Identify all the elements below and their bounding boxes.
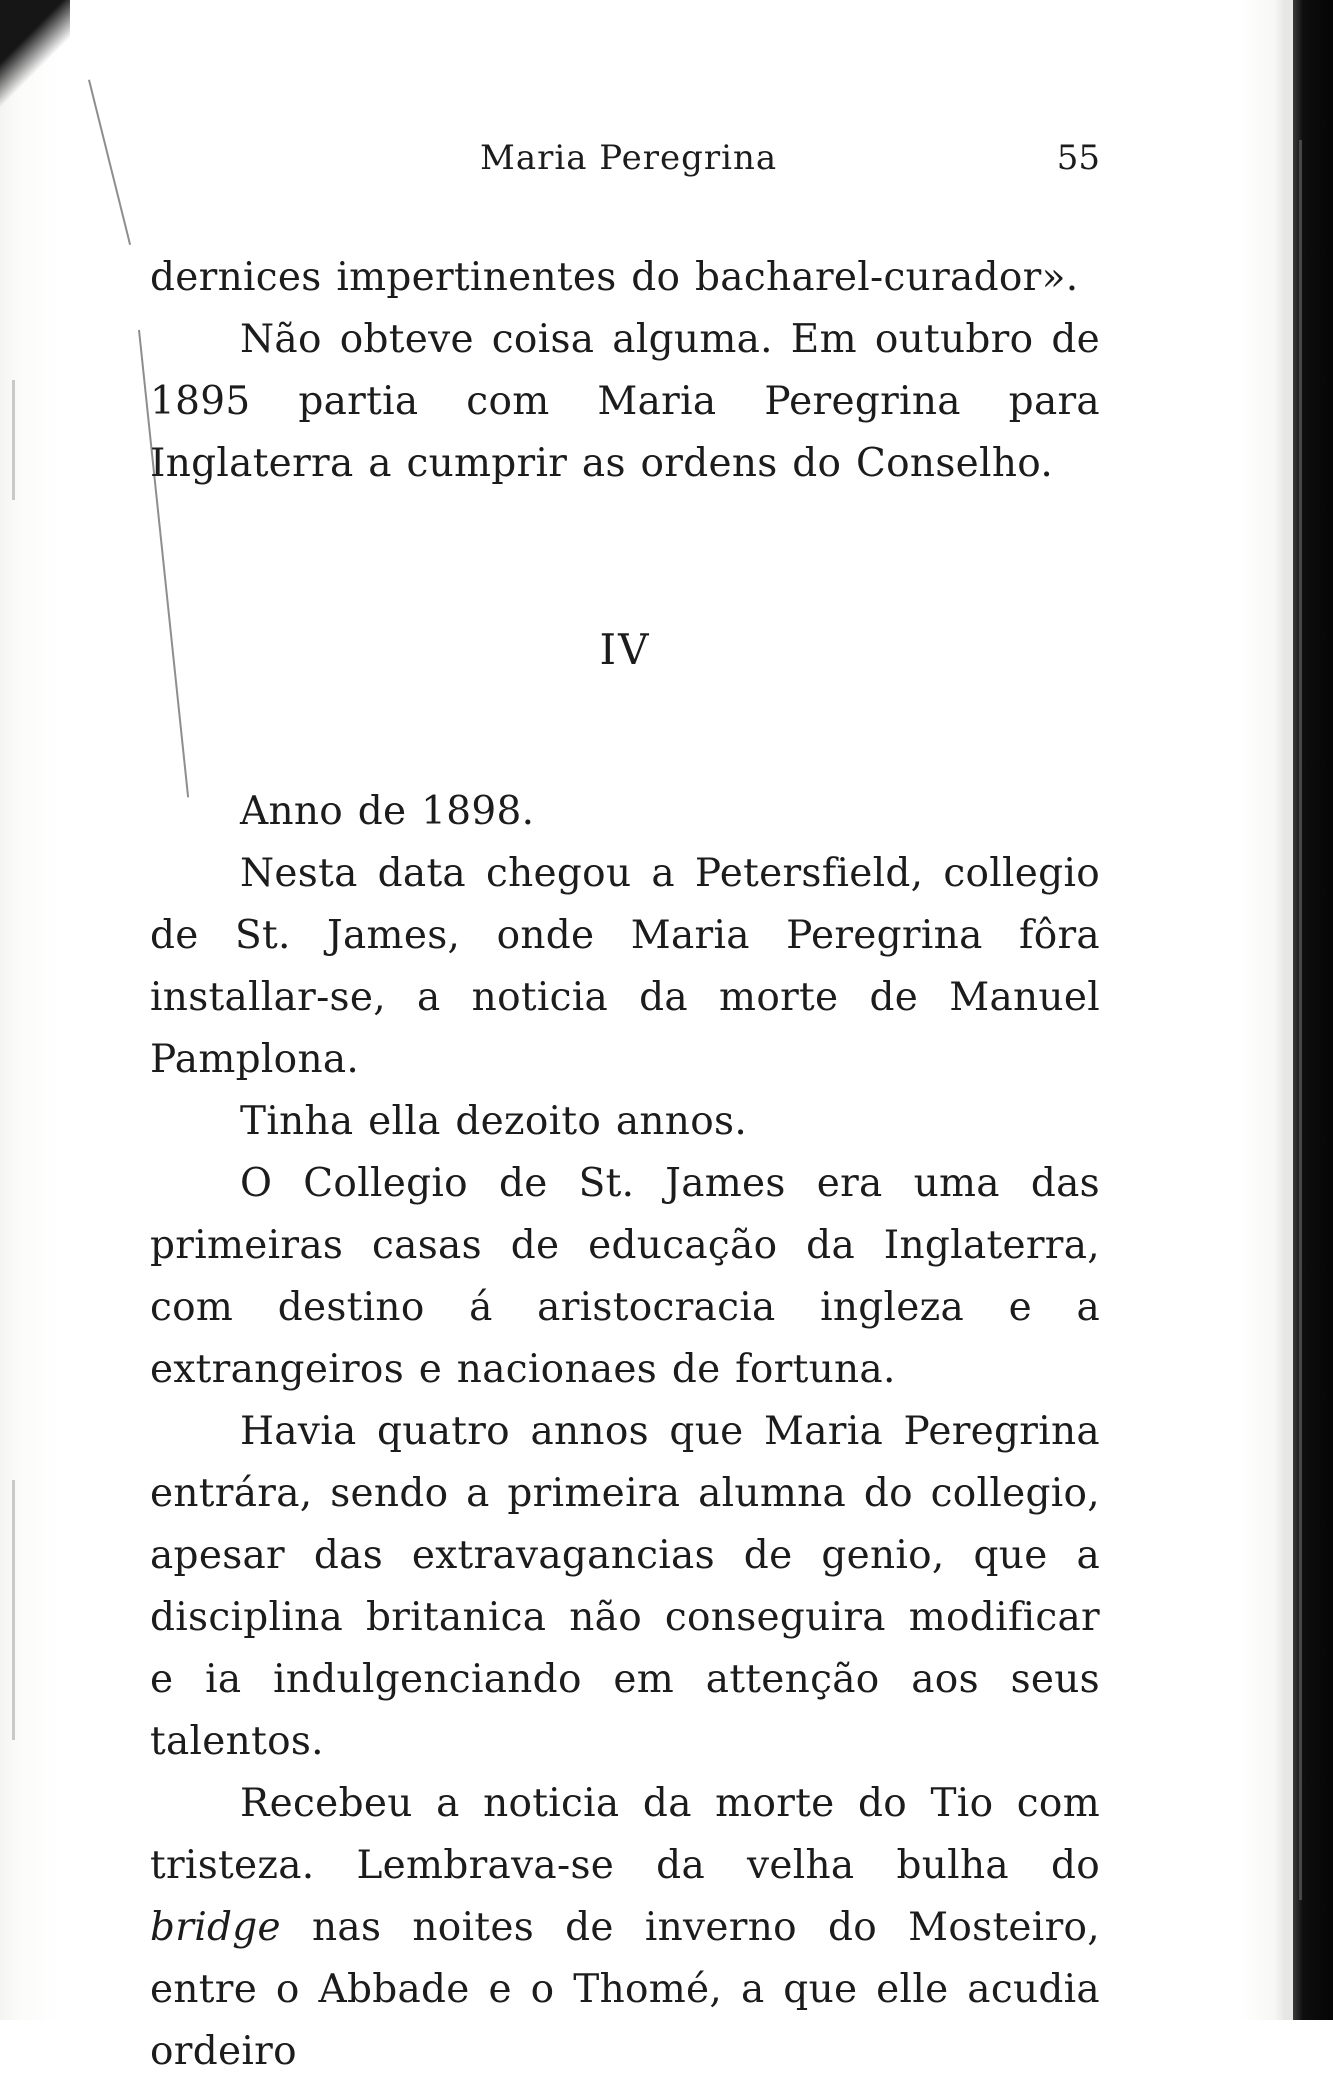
paragraph-text: Recebeu a noticia da morte do Tio com tristeza. Lembrava-se da velha bulha do [150, 1781, 1100, 1888]
paragraph-text: nas noites de inverno do Mosteiro, entre o Abbade e o Thomé, a que elle acudia ordeiro [150, 1905, 1100, 2074]
page-header [150, 130, 1100, 190]
paragraph: Tinha ella dezoito annos. [240, 1099, 748, 1144]
page-number: 55 [1056, 138, 1100, 178]
scan-speck [12, 380, 15, 500]
paragraph: O Collegio de St. James era uma das primeiras casas de educação da Inglaterra, com destino á aristocracia ingleza e a extrangeiros e nacionaes de fortuna. [150, 1161, 1100, 1392]
text-block-chapter-body [150, 781, 1100, 2083]
scan-corner-shadow [0, 0, 70, 110]
paragraph: Havia quatro annos que Maria Peregrina entrára, sendo a primeira alumna do collegio, apesar das extravagancias de genio, que a disciplina britanica não conseguira modificar e ia indulgenciando em attenção aos seus talentos. [150, 1409, 1100, 1764]
scan-artifact-line [88, 80, 131, 245]
paragraph: Não obteve coisa alguma. Em outubro de 1895 partia com Maria Peregrina para Inglaterra a cumprir as ordens do Conselho. [150, 317, 1100, 486]
book-binding-edge [1293, 0, 1333, 2020]
paragraph: Anno de 1898. [240, 789, 535, 834]
text-block-before-chapter [150, 247, 1100, 495]
paragraph: Nesta data chegou a Petersfield, collegio de St. James, onde Maria Peregrina fôra installar-se, a noticia da morte de Manuel Pamplona. [150, 851, 1100, 1082]
scan-speck [12, 1480, 15, 1740]
chapter-heading: IV [599, 625, 651, 674]
paragraph [150, 1773, 1100, 2083]
italic-word: bridge [150, 1905, 281, 1950]
running-title: Maria Peregrina [480, 138, 778, 178]
paragraph: dernices impertinentes do bacharel-curador». [150, 255, 1079, 300]
